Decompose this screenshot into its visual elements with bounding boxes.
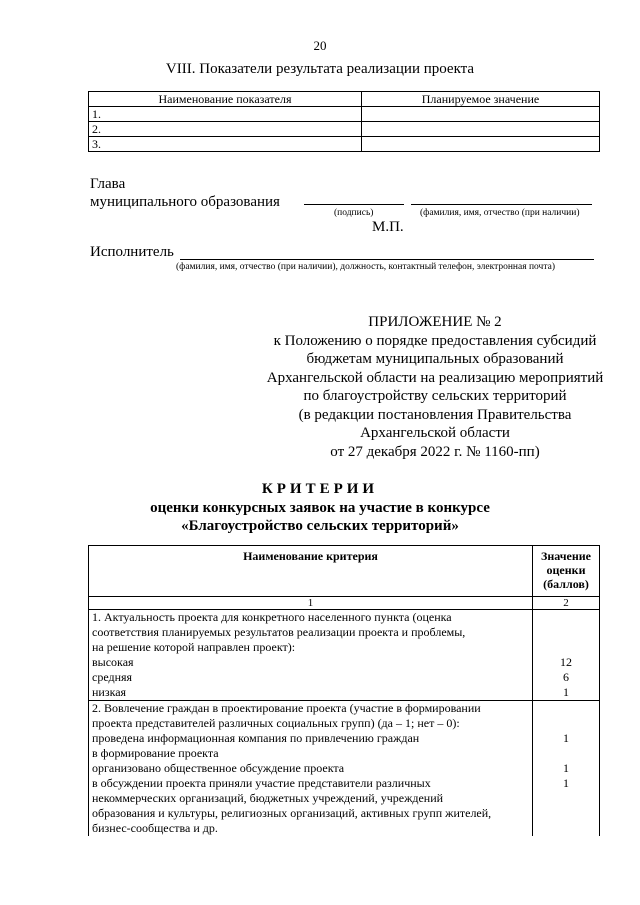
criteria-table xyxy=(88,545,600,836)
appendix-block xyxy=(240,313,630,461)
glava-label xyxy=(90,175,280,211)
header-planned-value: Планируемое значение xyxy=(362,92,600,107)
criterion-option: образования и культуры, религиозных организаций, активных групп жителей, xyxy=(92,806,492,820)
score-value: 12 xyxy=(560,655,572,669)
header-criterion-name: Наименование критерия xyxy=(89,546,533,597)
header-score-value xyxy=(533,546,600,597)
criterion-line: соответствия планируемых результатов реализации проекта и проблемы, xyxy=(92,625,466,639)
table-row xyxy=(89,137,600,152)
criterion-option: проведена информационная компания по привлечению граждан xyxy=(92,731,420,745)
criterion-line: 1. Актуальность проекта для конкретного населенного пункта (оценка xyxy=(92,610,452,624)
score-value xyxy=(536,625,596,640)
table-header-row xyxy=(89,92,600,107)
header-indicator-name: Наименование показателя xyxy=(89,92,362,107)
score-value xyxy=(536,821,596,836)
score-value xyxy=(536,701,596,716)
row-number: 3. xyxy=(89,137,362,152)
criterion-text xyxy=(89,610,533,701)
ispolnitel-line xyxy=(180,259,594,260)
criterion-option: организовано общественное обсуждение проекта xyxy=(92,761,345,775)
appendix-line: Архангельской области xyxy=(360,425,510,441)
row-value xyxy=(362,122,600,137)
glava-line-2: муниципального образования xyxy=(90,194,280,210)
score-value: 1 xyxy=(563,761,569,775)
glava-line-1: Глава xyxy=(90,176,126,192)
header-score-line: Значение xyxy=(540,549,591,563)
score-value: 1 xyxy=(563,776,569,790)
criterion-option: средняя xyxy=(92,670,133,684)
ispolnitel-caption: (фамилия, имя, отчество (при наличии), должность, контактный телефон, электронная почта) xyxy=(176,262,555,272)
appendix-line: бюджетам муниципальных образований xyxy=(306,351,564,367)
table-row xyxy=(89,610,600,701)
column-numbers-row xyxy=(89,597,600,610)
score-value: 6 xyxy=(563,670,569,684)
score-value xyxy=(536,716,596,731)
score-value xyxy=(536,640,596,655)
stamp-place-label: М.П. xyxy=(372,219,404,235)
criterion-option: в формирование проекта xyxy=(92,746,219,760)
ispolnitel-label: Исполнитель xyxy=(90,244,174,260)
fio-caption: (фамилия, имя, отчество (при наличии) xyxy=(420,208,580,218)
criterion-line: проекта представителей различных социальных групп) (да – 1; нет – 0): xyxy=(92,716,460,730)
row-number: 1. xyxy=(89,107,362,122)
criterion-option: низкая xyxy=(92,685,127,699)
criterion-option: бизнес-сообщества и др. xyxy=(92,821,218,835)
column-number: 1 xyxy=(89,597,533,610)
criterion-option: некоммерческих организаций, бюджетных учреждений, учреждений xyxy=(92,791,444,805)
page-number: 20 xyxy=(313,38,327,53)
criteria-title: КРИТЕРИИ xyxy=(261,481,379,497)
criterion-values xyxy=(533,610,600,701)
appendix-line: к Положению о порядке предоставления субсидий xyxy=(273,332,597,349)
appendix-line: Архангельской области на реализацию мероприятий xyxy=(266,369,604,386)
row-value xyxy=(362,137,600,152)
signature-caption: (подпись) xyxy=(334,208,374,218)
criterion-line: на решение которой направлен проект): xyxy=(92,640,296,654)
indicators-table xyxy=(88,91,600,152)
criteria-subtitle xyxy=(0,499,640,535)
fio-line xyxy=(411,204,592,205)
row-value xyxy=(362,107,600,122)
score-value xyxy=(536,806,596,821)
appendix-line: (в редакции постановления Правительства xyxy=(298,406,572,423)
row-number: 2. xyxy=(89,122,362,137)
criterion-option: в обсуждении проекта приняли участие представители различных xyxy=(92,776,431,790)
column-number: 2 xyxy=(533,597,600,610)
appendix-line: от 27 декабря 2022 г. № 1160-пп) xyxy=(330,443,540,460)
score-value xyxy=(536,791,596,806)
criterion-line: 2. Вовлечение граждан в проектирование проекта (участие в формировании xyxy=(92,701,481,715)
criteria-header-row xyxy=(89,546,600,597)
score-value xyxy=(536,746,596,761)
criteria-subtitle-line-2: «Благоустройство сельских территорий» xyxy=(181,518,459,534)
criteria-subtitle-line-1: оценки конкурсных заявок на участие в конкурсе xyxy=(150,500,490,516)
header-score-line: (баллов) xyxy=(543,577,589,591)
header-score-line: оценки xyxy=(546,563,586,577)
table-row xyxy=(89,107,600,122)
score-value: 1 xyxy=(563,685,569,699)
appendix-title: ПРИЛОЖЕНИЕ № 2 xyxy=(368,314,502,330)
signature-line xyxy=(304,204,404,205)
score-value: 1 xyxy=(563,731,569,745)
table-row xyxy=(89,701,600,837)
score-value xyxy=(536,610,596,625)
criterion-text xyxy=(89,701,533,837)
criterion-option: высокая xyxy=(92,655,134,669)
table-row xyxy=(89,122,600,137)
appendix-line: по благоустройству сельских территорий xyxy=(303,388,567,404)
section-title: VIII. Показатели результата реализации проекта xyxy=(165,61,475,77)
criterion-values xyxy=(533,701,600,837)
